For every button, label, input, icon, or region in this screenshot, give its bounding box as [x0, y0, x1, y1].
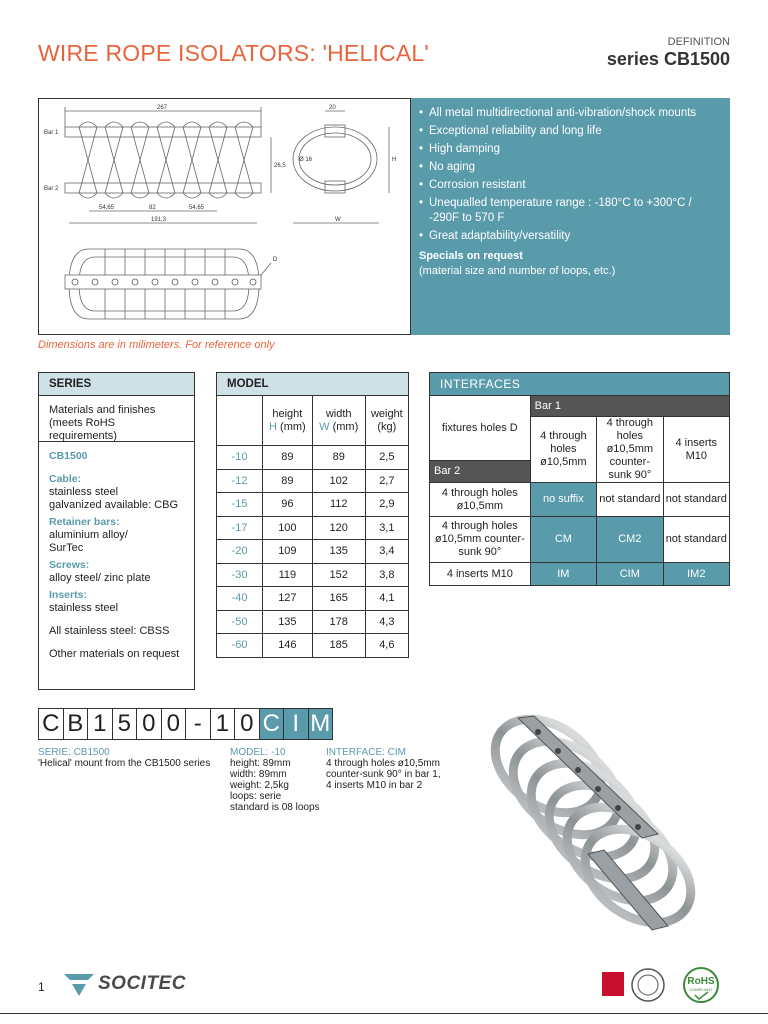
bar1-label: Bar 1 [44, 130, 59, 136]
model-height: 109 [263, 540, 313, 564]
cable-label: Cable: [49, 473, 82, 485]
model-weight: 3,8 [365, 563, 408, 587]
model-width: 112 [312, 493, 365, 517]
code-box: 1 [210, 708, 236, 740]
interfaces-table [429, 372, 730, 586]
fixtures-label: fixtures holes D [430, 396, 531, 461]
dim-d: 191,3 [151, 217, 167, 223]
int-cell: CM [530, 517, 596, 563]
model-height: 127 [263, 587, 313, 611]
code-box: 5 [112, 708, 138, 740]
model-width: 135 [312, 540, 365, 564]
technical-drawing [38, 98, 411, 335]
model-height: 119 [263, 563, 313, 587]
model-heading: MODEL [217, 373, 409, 396]
desc-interface: INTERFACE: CIM 4 through holes ø10,5mm counter-sunk 90° in bar 1, 4 inserts M10 in bar 2 [326, 747, 441, 791]
code-box: 0 [161, 708, 187, 740]
drawing-svg [39, 99, 411, 335]
model-code: -15 [217, 493, 263, 517]
col-height: height H (mm) [263, 396, 313, 446]
dim-c: 54,65 [189, 205, 205, 211]
int-cell: not standard [663, 517, 729, 563]
screws-line: alloy steel/ zinc plate [49, 572, 151, 584]
code-box: 1 [87, 708, 113, 740]
model-height: 100 [263, 516, 313, 540]
col-countersunk: 4 through holes ø10,5mm counter-sunk 90° [597, 417, 663, 483]
int-cell: CM2 [597, 517, 663, 563]
model-row [217, 493, 409, 517]
int-row-label: 4 through holes ø10,5mm [430, 483, 531, 517]
feature-item: • No aging [419, 160, 720, 175]
dimensions-note: Dimensions are in milimeters. For reference only [38, 339, 275, 351]
model-weight: 3,4 [365, 540, 408, 564]
model-row [217, 587, 409, 611]
series-heading: SERIES [39, 373, 194, 396]
model-width: 120 [312, 516, 365, 540]
series-name: CB1500 [663, 49, 730, 69]
int-cell: CIM [597, 563, 663, 586]
code-box: I [283, 708, 309, 740]
model-code: -12 [217, 469, 263, 493]
dim-d-label: D [273, 257, 278, 263]
col-inserts: 4 inserts M10 [663, 417, 729, 483]
model-width: 89 [312, 446, 365, 470]
svg-text:COMPLIANT: COMPLIANT [689, 987, 713, 992]
model-width: 102 [312, 469, 365, 493]
model-weight: 4,1 [365, 587, 408, 611]
dim-h: 26,5 [274, 163, 286, 169]
model-row [217, 610, 409, 634]
retainer-line: aluminium alloy/ [49, 529, 128, 541]
all-stainless: All stainless steel: CBSS [49, 625, 170, 637]
int-cell: not standard [597, 483, 663, 517]
model-table [216, 372, 409, 658]
rohs-badge [682, 966, 720, 1004]
col-through-holes: 4 through holes ø10,5mm [530, 417, 596, 483]
features-panel [411, 98, 730, 335]
model-code: -40 [217, 587, 263, 611]
model-weight: 3,1 [365, 516, 408, 540]
bar2-label: Bar 2 [44, 186, 59, 192]
socitec-logo-icon [62, 970, 96, 998]
model-weight: 2,5 [365, 446, 408, 470]
specials-text: (material size and number of loops, etc.) [419, 265, 616, 277]
feature-item: • All metal multidirectional anti-vibration/shock mounts [419, 106, 720, 121]
desc-model: MODEL: -10 height: 89mm width: 89mm weight: 2,5kg loops: serie standard is 08 loops [230, 747, 320, 813]
model-code: -50 [217, 610, 263, 634]
model-weight: 2,7 [365, 469, 408, 493]
feature-item: • Great adaptability/versatility [419, 229, 720, 244]
model-row [217, 634, 409, 658]
product-image [468, 706, 730, 956]
series-prefix: series [606, 49, 659, 69]
series-title [607, 49, 730, 70]
inserts-line: stainless steel [49, 602, 119, 614]
retainer-line: SurTec [49, 542, 84, 554]
retainer-label: Retainer bars: [49, 516, 120, 528]
definition-label: DEFINITION [667, 36, 730, 48]
feature-item: • Corrosion resistant [419, 178, 720, 193]
svg-text:RoHS: RoHS [687, 976, 715, 987]
model-code: -20 [217, 540, 263, 564]
screws-label: Screws: [49, 559, 90, 571]
col-width: width W (mm) [312, 396, 365, 446]
dim-phi: Ø 16 [299, 157, 313, 163]
code-box: - [185, 708, 211, 740]
model-width: 152 [312, 563, 365, 587]
dim-top: 267 [157, 105, 168, 111]
int-cell: no suffix [530, 483, 596, 517]
model-row [217, 446, 409, 470]
model-width: 165 [312, 587, 365, 611]
code-box: B [63, 708, 89, 740]
dim-b: 82 [149, 205, 156, 211]
dim-w: W [335, 217, 341, 223]
int-cell: IM2 [663, 563, 729, 586]
model-row [217, 563, 409, 587]
desc-serie: SERIE: CB1500 'Helical' mount from the CB1500 series [38, 747, 211, 769]
model-row [217, 516, 409, 540]
code-box: 0 [136, 708, 162, 740]
col-weight: weight (kg) [365, 396, 408, 446]
other-materials: Other materials on request [49, 648, 180, 660]
model-weight: 4,6 [365, 634, 408, 658]
code-box: 0 [234, 708, 260, 740]
page-number: 1 [38, 980, 45, 994]
series-panel [38, 372, 195, 690]
product-code [38, 708, 332, 740]
feature-item: • Exceptional reliability and long life [419, 124, 720, 139]
model-weight: 4,3 [365, 610, 408, 634]
code-box: M [308, 708, 334, 740]
dim-hh: H [392, 157, 397, 163]
model-height: 89 [263, 469, 313, 493]
int-row-label: 4 through holes ø10,5mm counter-sunk 90° [430, 517, 531, 563]
model-row [217, 540, 409, 564]
certification-badge [600, 966, 672, 1004]
int-row-label: 4 inserts M10 [430, 563, 531, 586]
model-code: -17 [217, 516, 263, 540]
model-weight: 2,9 [365, 493, 408, 517]
feature-item: • High damping [419, 142, 720, 157]
bar2-header: Bar 2 [430, 461, 531, 483]
bar1-header: Bar 1 [530, 396, 729, 417]
specials-heading: Specials on request [419, 250, 523, 262]
materials-body [39, 442, 194, 669]
model-code: -60 [217, 634, 263, 658]
code-box: C [38, 708, 64, 740]
socitec-logo: SOCITEC [62, 970, 186, 998]
int-cell: not standard [663, 483, 729, 517]
feature-item: • Unequalled temperature range : -180°C to +300°C / -290F to 570 F [419, 196, 720, 226]
model-width: 178 [312, 610, 365, 634]
inserts-label: Inserts: [49, 589, 87, 601]
int-cell: IM [530, 563, 596, 586]
materials-subheading: Materials and finishes (meets RoHS requirements) [39, 396, 194, 442]
model-code: -10 [217, 446, 263, 470]
features-list [419, 106, 720, 244]
model-height: 96 [263, 493, 313, 517]
model-row [217, 469, 409, 493]
footer-divider [0, 1013, 768, 1014]
series-code: CB1500 [49, 450, 88, 462]
model-height: 89 [263, 446, 313, 470]
interfaces-heading: INTERFACES [430, 373, 730, 396]
model-code: -30 [217, 563, 263, 587]
dim-a: 54,65 [99, 205, 115, 211]
model-width: 185 [312, 634, 365, 658]
code-box: C [259, 708, 285, 740]
dim-side: 20 [329, 105, 336, 111]
cable-line: galvanized available: CBG [49, 499, 179, 511]
page-title: WIRE ROPE ISOLATORS: 'HELICAL' [38, 40, 429, 66]
cable-line: stainless steel [49, 486, 119, 498]
model-height: 135 [263, 610, 313, 634]
model-height: 146 [263, 634, 313, 658]
